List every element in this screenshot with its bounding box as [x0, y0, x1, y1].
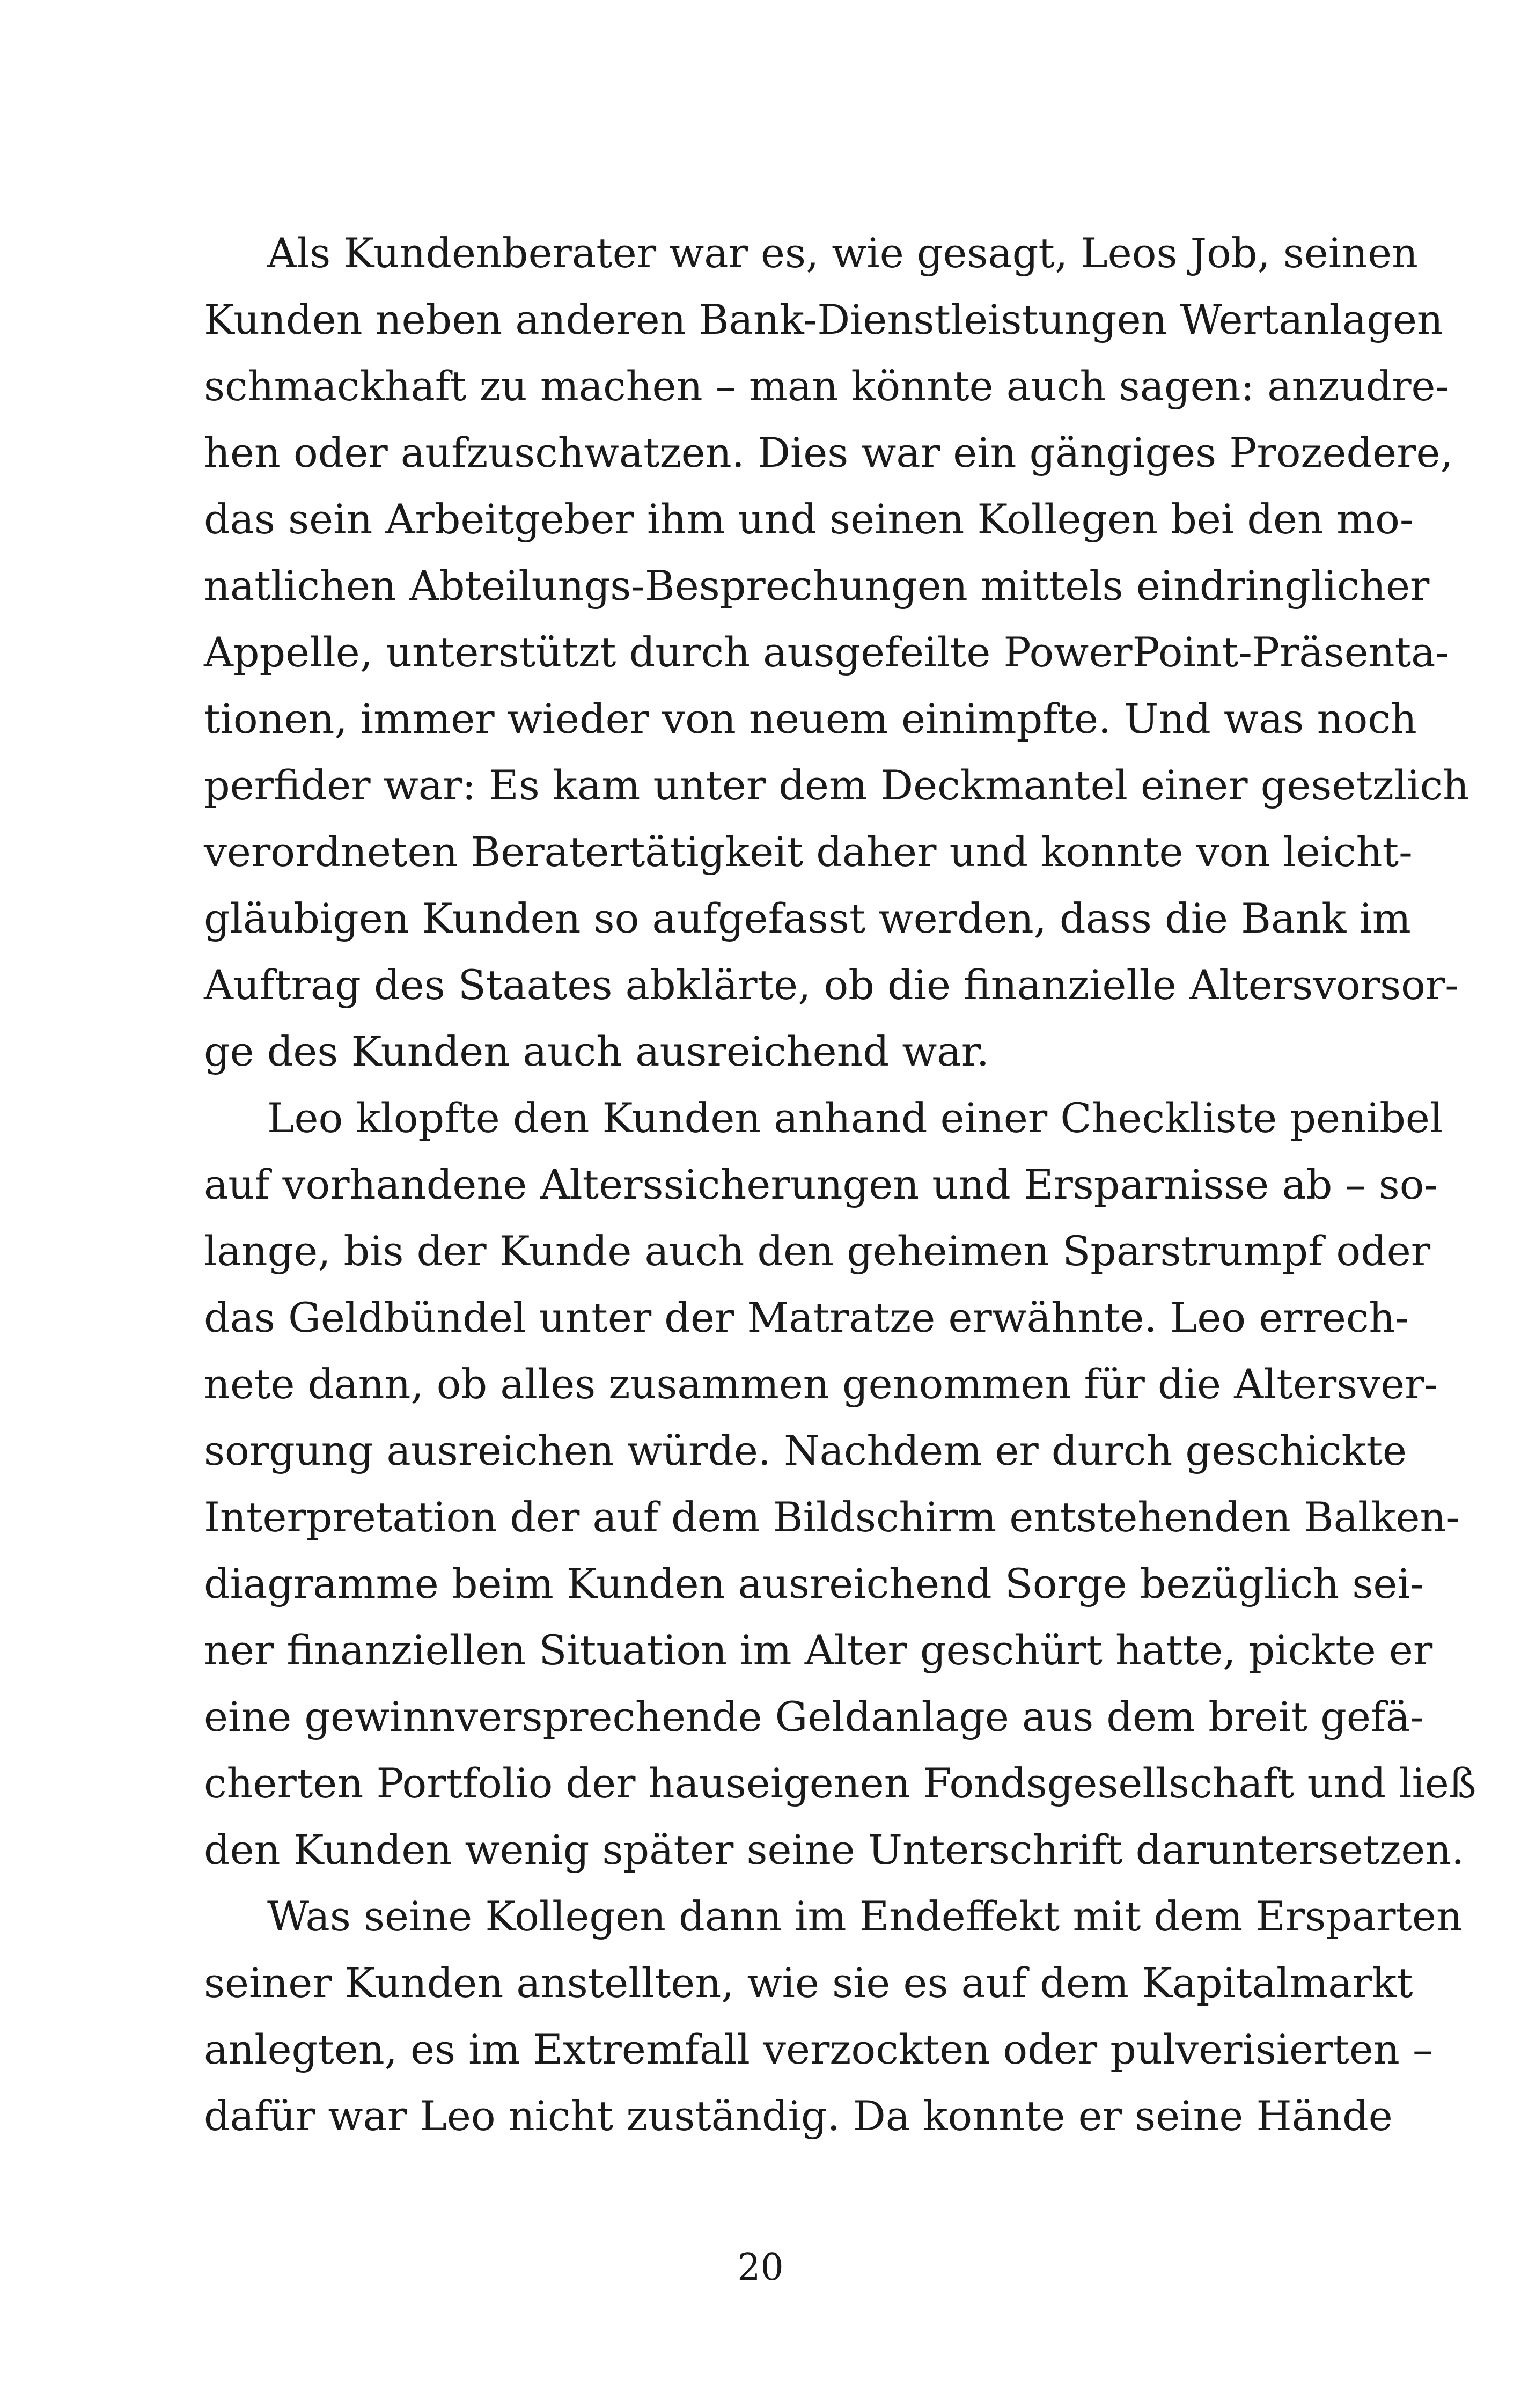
text-line: sorgung ausreichen würde. Nachdem er durch geschickte — [204, 1427, 1407, 1474]
text-line: diagramme beim Kunden ausreichend Sorge bezüglich sei- — [204, 1560, 1424, 1607]
text-line: schmackhaft zu machen – man könnte auch sagen: anzudre- — [204, 362, 1450, 410]
text-line: den Kunden wenig später seine Unterschrift daruntersetzen. — [204, 1826, 1465, 1874]
text-line: nete dann, ob alles zusammen genommen für die Altersver- — [204, 1360, 1438, 1408]
text-line: verordneten Beratertätigkeit daher und konnte von leicht- — [204, 828, 1413, 876]
text-line: Als Kundenberater war es, wie gesagt, Leos Job, seinen — [267, 229, 1418, 277]
page-number: 20 — [737, 2247, 784, 2289]
text-line: hen oder aufzuschwatzen. Dies war ein gängiges Prozedere, — [204, 429, 1453, 476]
text-line: seiner Kunden anstellten, wie sie es auf dem Kapitalmarkt — [204, 1959, 1413, 2007]
text-line: Leo klopfte den Kunden anhand einer Checkliste penibel — [267, 1094, 1443, 1142]
text-line: Interpretation der auf dem Bildschirm entstehenden Balken- — [204, 1493, 1460, 1541]
text-line: tionen, immer wieder von neuem einimpfte. Und was noch — [204, 695, 1417, 743]
body-text — [204, 220, 1476, 2149]
text-line: eine gewinnversprechende Geldanlage aus dem breit gefä- — [204, 1693, 1424, 1741]
text-line: Was seine Kollegen dann im Endeffekt mit dem Ersparten — [267, 1892, 1463, 1940]
text-line: gläubigen Kunden so aufgefasst werden, dass die Bank im — [204, 894, 1411, 942]
text-line: das sein Arbeitgeber ihm und seinen Kollegen bei den mo- — [204, 495, 1414, 543]
text-line: natlichen Abteilungs-Besprechungen mittels eindringlicher — [204, 562, 1430, 610]
text-line: perfider war: Es kam unter dem Deckmantel einer gesetzlich — [204, 761, 1469, 809]
text-line: Kunden neben anderen Bank-Dienstleistungen Wertanlagen — [204, 296, 1443, 343]
text-line: Auftrag des Staates abklärte, ob die finanzielle Altersvorsor- — [204, 961, 1459, 1009]
text-line: dafür war Leo nicht zuständig. Da konnte er seine Hände — [204, 2092, 1393, 2140]
text-line: ner finanziellen Situation im Alter geschürt hatte, pickte er — [204, 1626, 1433, 1674]
text-line: cherten Portfolio der hauseigenen Fondsgesellschaft und ließ — [204, 1759, 1476, 1807]
text-line: auf vorhandene Alterssicherungen und Ersparnisse ab – so- — [204, 1161, 1438, 1208]
text-line: lange, bis der Kunde auch den geheimen Sparstrumpf oder — [204, 1227, 1431, 1275]
text-line: ge des Kunden auch ausreichend war. — [204, 1027, 989, 1075]
text-line: anlegten, es im Extremfall verzockten oder pulverisierten – — [204, 2025, 1433, 2073]
text-line: Appelle, unterstützt durch ausgefeilte PowerPoint-Präsenta- — [204, 628, 1450, 676]
text-line: das Geldbündel unter der Matratze erwähnte. Leo errech- — [204, 1294, 1409, 1341]
